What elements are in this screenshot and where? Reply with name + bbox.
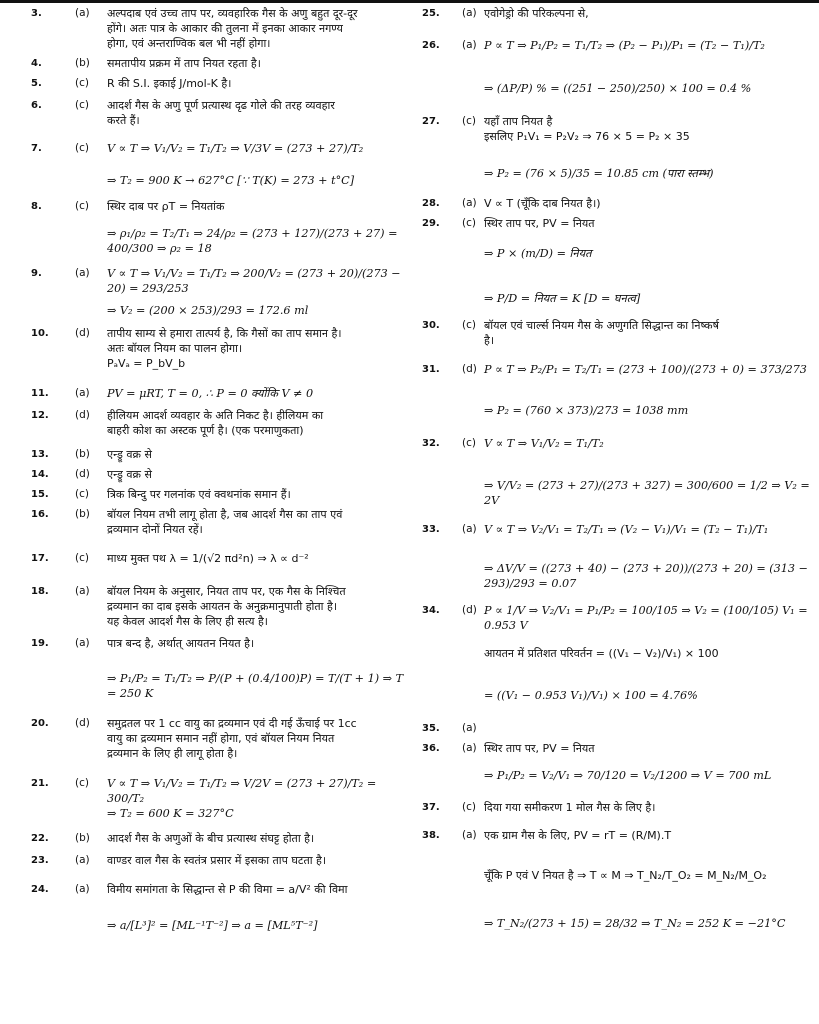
question-number: 21. <box>31 778 49 789</box>
answer-option: (a) <box>75 267 90 279</box>
equation: V ∝ T ⇒ V₁/V₂ = T₁/T₂ ⇒ V/3V = (273 + 27)/T₂ <box>107 142 364 155</box>
question-number: 18. <box>31 586 49 597</box>
answer-text: V ∝ T (चूँकि दाब नियत है।) <box>484 197 601 210</box>
equation: चूँकि P एवं V नियत है ⇒ T ∝ M ⇒ T_N₂/T_O₂ = M_N₂/M_O₂ <box>484 869 767 882</box>
answer-option: (c) <box>75 142 89 154</box>
question-number: 37. <box>422 802 440 813</box>
question-number: 28. <box>422 198 440 209</box>
answer-option: (d) <box>75 409 90 421</box>
answer-option: (a) <box>462 829 477 841</box>
top-rule <box>0 0 819 3</box>
answer-text: विमीय समांगता के सिद्धान्त से P की विमा = a/V² की विमा <box>107 883 348 896</box>
question-number: 17. <box>31 553 49 564</box>
question-number: 9. <box>31 268 42 279</box>
equation: ⇒ P/D = नियत = K [D = घनत्व] <box>484 292 641 305</box>
answer-option: (d) <box>75 327 90 339</box>
question-number: 4. <box>31 58 42 69</box>
question-number: 14. <box>31 469 49 480</box>
answer-option: (a) <box>75 854 90 866</box>
question-number: 16. <box>31 509 49 520</box>
answer-option: (d) <box>462 363 477 375</box>
question-number: 29. <box>422 218 440 229</box>
answer-option: (a) <box>462 722 477 734</box>
answer-option: (c) <box>462 437 476 449</box>
question-number: 23. <box>31 855 49 866</box>
answer-text: एन्ड्रू वक्र से <box>107 468 152 481</box>
answer-text: बॉयल एवं चार्ल्स नियम गैस के अणुगति सिद्धान्त का निष्कर्ष है। <box>484 319 719 347</box>
answer-text: अल्पदाब एवं उच्च ताप पर, व्यवहारिक गैस के अणु बहुत दूर-दूर होंगे। अतः पात्र के आकार की तुलना में इनका आकार नगण्य होगा, एवं अन्तराण्विक बल भी नहीं होगा। <box>107 7 358 50</box>
answer-text: हीलियम आदर्श व्यवहार के अति निकट है। हीलियम का बाहरी कोश का अस्टक पूर्ण है। (एक परमाणुकता) <box>107 409 324 437</box>
answer-text: एक ग्राम गैस के लिए, PV = rT = (R/M).T <box>484 829 672 842</box>
answer-option: (a) <box>462 7 477 19</box>
equation: PV = μRT, T = 0, ∴ P = 0 क्योंकि V ≠ 0 <box>107 387 314 400</box>
answer-text: स्थिर दाब पर ρT = नियतांक <box>107 200 225 213</box>
answer-option: (b) <box>75 832 90 844</box>
answer-option: (c) <box>462 217 476 229</box>
question-number: 20. <box>31 718 49 729</box>
equation: आयतन में प्रतिशत परिवर्तन = ((V₁ − V₂)/V₁) × 100 <box>484 647 719 660</box>
question-number: 5. <box>31 78 42 89</box>
answer-text: वाण्डर वाल गैस के स्वतंत्र प्रसार में इसका ताप घटता है। <box>107 854 327 867</box>
answer-option: (c) <box>462 115 476 127</box>
answer-text: समतापीय प्रक्रम में ताप नियत रहता है। <box>107 57 261 70</box>
answer-option: (b) <box>75 448 90 460</box>
question-number: 36. <box>422 743 440 754</box>
equation: ⇒ T_N₂/(273 + 15) = 28/32 ⇒ T_N₂ = 252 K = −21°C <box>484 917 786 930</box>
equation: ⇒ ΔV/V = ((273 + 40) − (273 + 20))/(273 + 20) = (313 − 293)/293 = 0.07 <box>484 562 808 590</box>
answer-option: (b) <box>75 57 90 69</box>
answer-option: (a) <box>462 742 477 754</box>
answer-text: आदर्श गैस के अणु पूर्ण प्रत्यास्थ दृढ गोले की तरह व्यवहार करते हैं। <box>107 99 335 127</box>
answer-option: (a) <box>75 585 90 597</box>
answer-text: स्थिर ताप पर, PV = नियत <box>484 217 595 230</box>
question-number: 33. <box>422 524 440 535</box>
equation: V ∝ T ⇒ V₁/V₂ = T₁/T₂ ⇒ 200/V₂ = (273 + 20)/(273 − 20) = 293/253 <box>107 267 401 295</box>
answer-text: बॉयल नियम के अनुसार, नियत ताप पर, एक गैस के निश्चित द्रव्यमान का दाब इसके आयतन के अनुक्रमानुपाती होता है। यह केवल आदर्श गैस के लिए ही सत्य है। <box>107 585 346 628</box>
answer-text: एवोगेड्रो की परिकल्पना से, <box>484 7 589 20</box>
answer-option: (c) <box>75 488 89 500</box>
question-number: 11. <box>31 388 49 399</box>
equation: ⇒ ρ₁/ρ₂ = T₂/T₁ ⇒ 24/ρ₂ = (273 + 127)/(273 + 27) = 400/300 ⇒ ρ₂ = 18 <box>107 227 398 255</box>
question-number: 32. <box>422 438 440 449</box>
answer-option: (a) <box>75 637 90 649</box>
answer-option: (a) <box>75 387 90 399</box>
answer-text: R की S.I. इकाई J/mol-K है। <box>107 77 232 90</box>
equation: V ∝ T ⇒ V₁/V₂ = T₁/T₂ <box>484 437 604 450</box>
question-number: 30. <box>422 320 440 331</box>
answer-option: (c) <box>75 552 89 564</box>
answer-option: (c) <box>462 319 476 331</box>
question-number: 26. <box>422 40 440 51</box>
question-number: 8. <box>31 201 42 212</box>
question-number: 38. <box>422 830 440 841</box>
answer-option: (a) <box>462 39 477 51</box>
equation: ⇒ P₂ = (760 × 373)/273 = 1038 mm <box>484 404 689 417</box>
equation: ⇒ P × (m/D) = नियत <box>484 247 592 260</box>
question-number: 24. <box>31 884 49 895</box>
equation: ⇒ P₁/P₂ = T₁/T₂ ⇒ P/(P + (0.4/100)P) = T/(T + 1) ⇒ T = 250 K <box>107 672 404 700</box>
equation: ⇒ a/[L³]² = [ML⁻¹T⁻²] ⇒ a = [ML⁵T⁻²] <box>107 919 318 932</box>
question-number: 19. <box>31 638 49 649</box>
question-number: 34. <box>422 605 440 616</box>
answer-option: (b) <box>75 508 90 520</box>
answer-option: (a) <box>462 197 477 209</box>
answer-text: एन्ड्रू वक्र से <box>107 448 152 461</box>
equation: P ∝ T ⇒ P₂/P₁ = T₂/T₁ = (273 + 100)/(273 + 0) = 373/273 <box>484 363 807 376</box>
answer-option: (d) <box>75 717 90 729</box>
answer-text: स्थिर ताप पर, PV = नियत <box>484 742 595 755</box>
equation: P ∝ 1/V ⇒ V₂/V₁ = P₁/P₂ = 100/105 ⇒ V₂ = (100/105) V₁ = 0.953 V <box>484 604 808 632</box>
answer-option: (c) <box>75 200 89 212</box>
equation: V ∝ T ⇒ V₁/V₂ = T₁/T₂ ⇒ V/2V = (273 + 27)/T₂ = 300/T₂ <box>107 777 377 805</box>
equation: ⇒ P₂ = (76 × 5)/35 = 10.85 cm (पारा स्तम्भ) <box>484 167 714 180</box>
question-number: 25. <box>422 8 440 19</box>
answer-text: तापीय साम्य से हमारा तात्पर्य है, कि गैसों का ताप समान है। अतः बॉयल नियम का पालन होगा। PₐVₐ = P_bV_b <box>107 327 342 370</box>
answer-option: (a) <box>75 883 90 895</box>
equation: V ∝ T ⇒ V₂/V₁ = T₂/T₁ ⇒ (V₂ − V₁)/V₁ = (T₂ − T₁)/T₁ <box>484 523 769 536</box>
question-number: 12. <box>31 410 49 421</box>
question-number: 10. <box>31 328 49 339</box>
question-number: 22. <box>31 833 49 844</box>
question-number: 6. <box>31 100 42 111</box>
question-number: 13. <box>31 449 49 460</box>
equation: ⇒ (ΔP/P) % = ((251 − 250)/250) × 100 = 0.4 % <box>484 82 752 95</box>
question-number: 15. <box>31 489 49 500</box>
equation: ⇒ V/V₂ = (273 + 27)/(273 + 327) = 300/600 = 1/2 ⇒ V₂ = 2V <box>484 479 810 507</box>
answer-text: दिया गया समीकरण 1 मोल गैस के लिए है। <box>484 801 656 814</box>
answer-option: (a) <box>75 7 90 19</box>
answer-text: यहाँ ताप नियत है इसलिए P₁V₁ = P₂V₂ ⇒ 76 × 5 = P₂ × 35 <box>484 115 690 143</box>
equation: ⇒ P₁/P₂ = V₂/V₁ ⇒ 70/120 = V₂/1200 ⇒ V = 700 mL <box>484 769 772 782</box>
equation: ⇒ V₂ = (200 × 253)/293 = 172.6 ml <box>107 304 309 317</box>
answer-text: समुद्रतल पर 1 cc वायु का द्रव्यमान एवं दी गई ऊँचाई पर 1cc वायु का द्रव्यमान समान नहीं होगा, एवं बॉयल नियम नियत द्रव्यमान के लिए ही लागू होता है। <box>107 717 357 760</box>
equation: ⇒ T₂ = 900 K → 627°C [∵ T(K) = 273 + t°C] <box>107 174 355 187</box>
answer-text: माध्य मुक्त पथ λ = 1/(√2 πd²n) ⇒ λ ∝ d⁻² <box>107 552 309 565</box>
answer-text: त्रिक बिन्दु पर गलनांक एवं क्वथनांक समान हैं। <box>107 488 291 501</box>
answer-option: (c) <box>75 77 89 89</box>
equation: = ((V₁ − 0.953 V₁)/V₁) × 100 = 4.76% <box>484 689 698 702</box>
answer-text: बॉयल नियम तभी लागू होता है, जब आदर्श गैस का ताप एवं द्रव्यमान दोनों नियत रहें। <box>107 508 343 536</box>
question-number: 3. <box>31 8 42 19</box>
equation: P ∝ T ⇒ P₁/P₂ = T₁/T₂ ⇒ (P₂ − P₁)/P₁ = (T₂ − T₁)/T₂ <box>484 39 765 52</box>
question-number: 27. <box>422 116 440 127</box>
question-number: 35. <box>422 723 440 734</box>
answer-option: (d) <box>75 468 90 480</box>
answer-option: (c) <box>462 801 476 813</box>
answer-option: (c) <box>75 99 89 111</box>
answer-text: आदर्श गैस के अणुओं के बीच प्रत्यास्थ संघट्ट होता है। <box>107 832 315 845</box>
answer-option: (d) <box>462 604 477 616</box>
equation: ⇒ T₂ = 600 K = 327°C <box>107 807 234 820</box>
question-number: 7. <box>31 143 42 154</box>
answer-option: (a) <box>462 523 477 535</box>
answer-option: (c) <box>75 777 89 789</box>
answer-text: पात्र बन्द है, अर्थात् आयतन नियत है। <box>107 637 255 650</box>
question-number: 31. <box>422 364 440 375</box>
